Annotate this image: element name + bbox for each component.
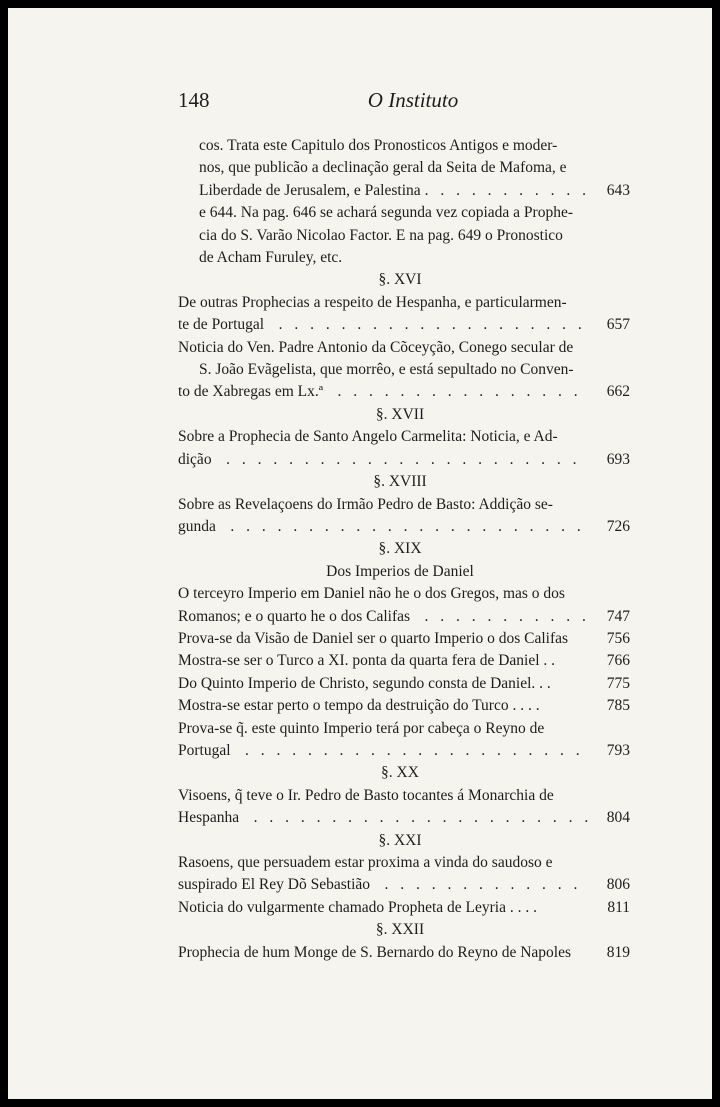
- toc-entry: [178, 337, 630, 404]
- toc-page-ref: 766: [606, 652, 630, 670]
- toc-entry-text: Sobre a Prophecia de Santo Angelo Carmelita: Noticia, e Ad-: [178, 428, 558, 446]
- section-heading: §. XVII: [375, 405, 425, 423]
- toc-entry-text: gunda: [178, 517, 216, 535]
- toc-line: de Acham Furuley, etc.: [199, 249, 343, 267]
- toc-page-ref: 804: [606, 809, 630, 827]
- toc-entry-text: Rasoens, que persuadem estar proxima a vinda do saudoso e: [178, 854, 553, 871]
- toc-entry-text: Hespanha: [178, 809, 240, 827]
- toc-entry: [178, 583, 630, 628]
- section-heading: §. XVIII: [373, 473, 427, 491]
- toc-entry: [178, 785, 630, 830]
- toc-page-ref: 775: [606, 674, 630, 692]
- dot-leader: [235, 740, 588, 762]
- page-header: [178, 88, 648, 118]
- toc-entry: [178, 695, 630, 717]
- toc-page-ref: 811: [607, 898, 630, 916]
- toc-page-ref: 657: [606, 316, 630, 334]
- section-heading: §. XVI: [378, 271, 422, 289]
- toc-entry-text: Romanos; e o quarto he o dos Califas: [178, 607, 411, 625]
- toc-entry: [178, 494, 630, 539]
- dot-leader: [374, 874, 588, 896]
- intro-paragraph: [178, 135, 630, 269]
- section-heading: §. XIX: [378, 540, 422, 558]
- toc-entry-text: Visoens, q̃ teve o Ir. Pedro de Basto tocantes á Monarchia de: [178, 786, 554, 804]
- toc-entry-text: Prova-se da Visão de Daniel ser o quarto Imperio o dos Califas: [178, 629, 569, 647]
- toc-entry-text: to de Xabregas em Lx.ª: [178, 383, 324, 401]
- toc-page-ref: 785: [606, 697, 630, 715]
- toc-entry-text: De outras Prophecias a respeito de Hespanha, e particularmen-: [178, 293, 567, 311]
- toc-entry-text: S. João Evãgelista, que morrêo, e está sepultado no Conven-: [199, 361, 574, 379]
- toc-entry-text: Mostra-se estar perto o tempo da destruição do Turco . . . .: [178, 697, 540, 715]
- toc-entry-text: O terceyro Imperio em Daniel não he o dos Gregos, mas o dos: [178, 585, 565, 603]
- section-subtitle: Dos Imperios de Daniel: [326, 562, 474, 580]
- toc-page-ref: 662: [606, 383, 630, 401]
- section-heading: §. XXI: [378, 831, 422, 849]
- toc-entry: [178, 897, 630, 919]
- table-of-contents: [178, 135, 630, 964]
- toc-entry-text: Portugal: [178, 741, 231, 759]
- dot-leader: [243, 807, 588, 829]
- toc-entry: [178, 718, 630, 763]
- toc-entry: [178, 942, 630, 964]
- section-heading: §. XXII: [375, 921, 425, 939]
- toc-page-ref: 693: [606, 450, 630, 468]
- running-title: O Instituto: [367, 88, 459, 112]
- toc-entry-text: Do Quinto Imperio de Christo, segundo consta de Daniel. . .: [178, 674, 551, 692]
- toc-page-ref: 819: [606, 943, 630, 961]
- toc-page-ref: 747: [606, 607, 630, 625]
- dot-leader: [327, 381, 588, 403]
- toc-entry-text: Prova-se q̃. este quinto Imperio terá por cabeça o Reyno de: [178, 719, 545, 737]
- toc-page-ref: 793: [606, 741, 630, 759]
- section-heading: §. XX: [381, 764, 419, 782]
- toc-entry-text: Mostra-se ser o Turco a XI. ponta da quarta fera de Daniel . .: [178, 652, 556, 670]
- toc-entry-text: te de Portugal: [178, 316, 265, 334]
- dot-leader: [425, 180, 588, 202]
- page-number: 148: [178, 88, 210, 112]
- toc-entry: [178, 673, 630, 695]
- toc-page-ref: 806: [606, 876, 630, 894]
- toc-entry: [178, 426, 630, 471]
- toc-line: e 644. Na pag. 646 se achará segunda vez copiada a Prophe-: [199, 204, 573, 222]
- toc-line: cos. Trata este Capitulo dos Pronosticos Antigos e moder-: [199, 137, 558, 154]
- toc-page-ref: 726: [606, 517, 630, 535]
- toc-entry-text: Prophecia de hum Monge de S. Bernardo do Reyno de Napoles: [178, 943, 572, 961]
- toc-entry-text: Sobre as Revelaçoens do Irmão Pedro de Basto: Addição se-: [178, 495, 553, 513]
- toc-entry: [178, 852, 630, 897]
- toc-entry: [178, 180, 630, 202]
- dot-leader: [220, 516, 588, 538]
- toc-entry: [178, 292, 630, 337]
- toc-entry: [178, 628, 630, 650]
- toc-entry-text: dição: [178, 450, 212, 468]
- toc-entry-text: suspirado El Rey Dõ Sebastião: [178, 876, 371, 894]
- book-page: [8, 8, 712, 1099]
- toc-page-ref: 643: [606, 181, 630, 199]
- dot-leader: [216, 449, 588, 471]
- toc-entry-text: Noticia do vulgarmente chamado Propheta de Leyria . . . .: [178, 898, 537, 916]
- toc-line: nos, que publicão a declinação geral da Seita de Mafoma, e: [199, 159, 567, 177]
- toc-entry: [178, 650, 630, 672]
- toc-line: Liberdade de Jerusalem, e Palestina: [199, 181, 421, 199]
- toc-page-ref: 756: [606, 629, 630, 647]
- dot-leader: [414, 606, 588, 628]
- toc-line: cia do S. Varão Nicolao Factor. E na pag. 649 o Pronostico: [199, 226, 563, 244]
- toc-entry-text: Noticia do Ven. Padre Antonio da Cõceyção, Conego secular de: [178, 338, 574, 356]
- dot-leader: [268, 314, 588, 336]
